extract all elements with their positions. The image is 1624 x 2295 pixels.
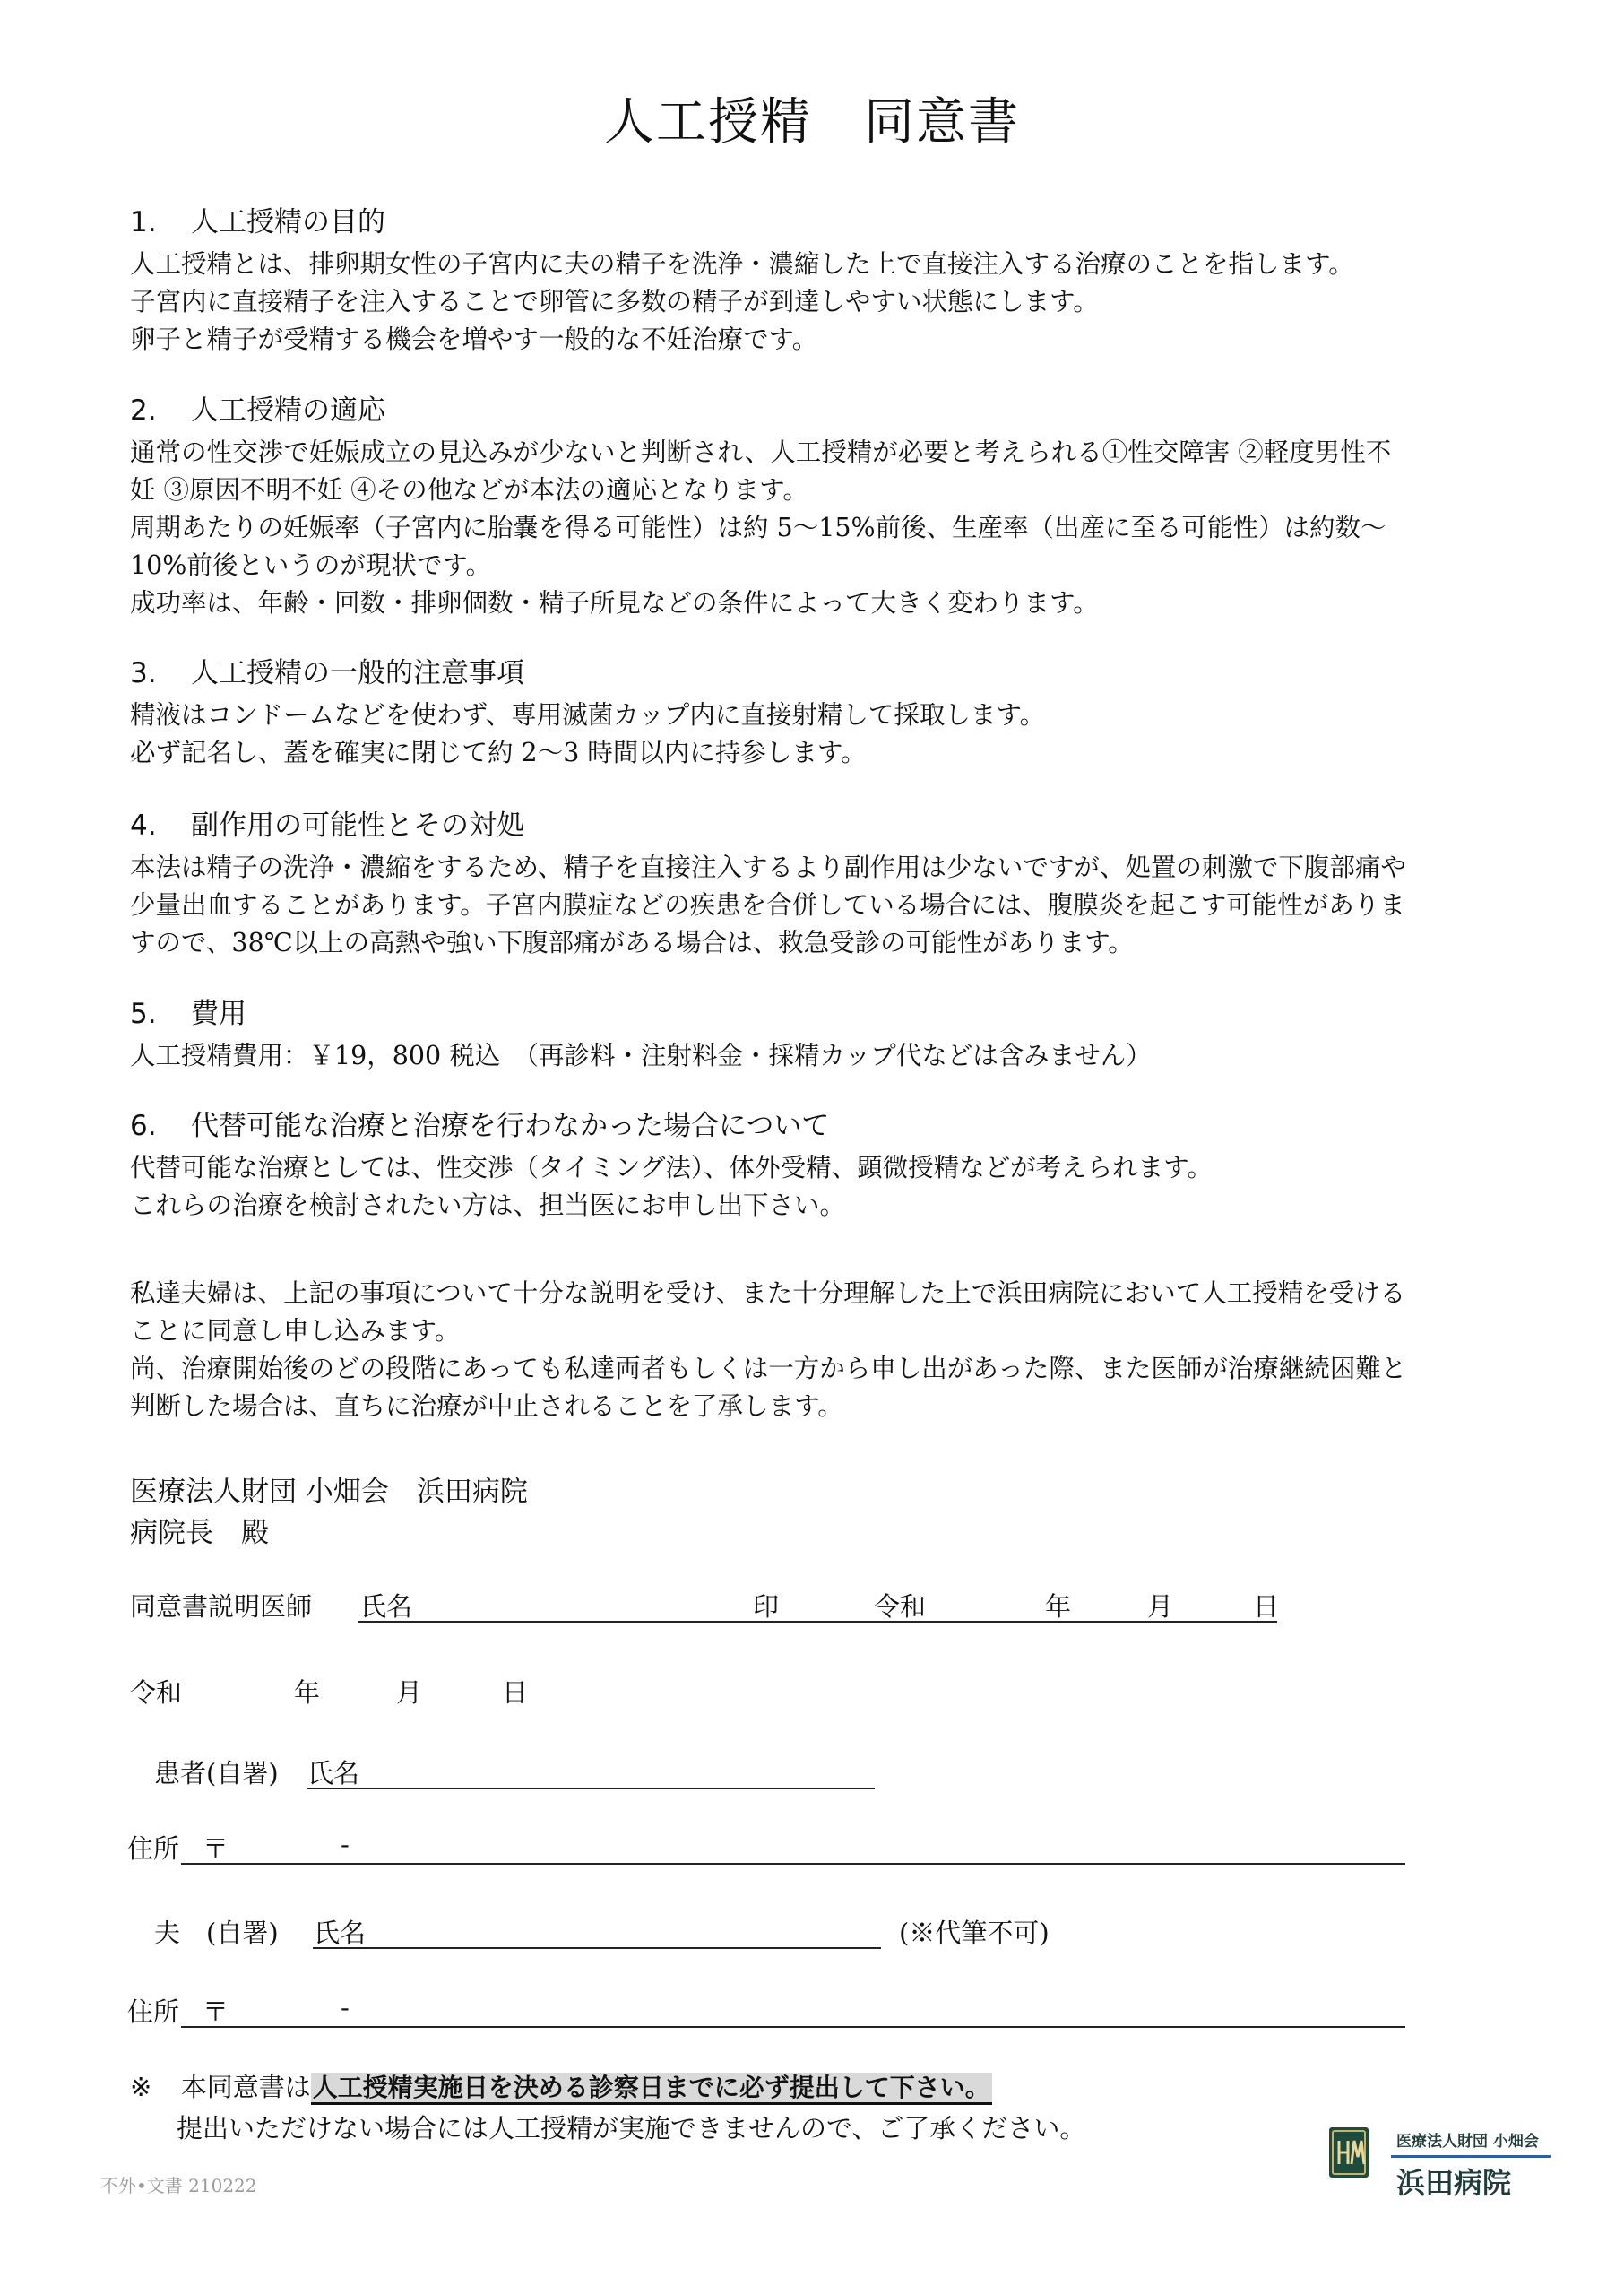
- husband-address-line[interactable]: [181, 2026, 1405, 2028]
- section-number: 2.: [130, 394, 157, 427]
- husband-address-label: 住所: [127, 1996, 180, 2027]
- section-heading: [130, 991, 246, 1031]
- section-title: 副作用の可能性とその対処: [191, 810, 524, 842]
- section-body-line: 子宮内に直接精子を注入することで卵管に多数の精子が到達しやすい状態にします。: [130, 287, 1099, 316]
- doctor-era: 令和: [874, 1591, 927, 1622]
- logo-divider: [1391, 2155, 1551, 2158]
- section-body-line: 精液はコンドームなどを使わず、専用滅菌カップ内に直接射精して採取します。: [130, 700, 1046, 730]
- doctor-name-label: 氏名: [360, 1591, 413, 1622]
- addressee-director: 病院長 殿: [130, 1517, 269, 1549]
- section-title: 代替可能な治療と治療を行わなかった場合について: [191, 1110, 830, 1142]
- section-body-line: 卵子と精子が受精する機会を増やす一般的な不妊治療です。: [130, 325, 818, 354]
- patient-name-label: 氏名: [307, 1758, 360, 1788]
- date-month: 月: [396, 1677, 423, 1708]
- section-title: 人工授精の目的: [191, 206, 385, 238]
- note-prefix: 本同意書は: [180, 2072, 311, 2102]
- section-number: 1.: [130, 206, 157, 238]
- patient-signature-line[interactable]: [307, 1788, 875, 1789]
- section-title: 費用: [191, 998, 246, 1030]
- no-proxy-note: (※代筆不可): [899, 1918, 1050, 1948]
- husband-postal-mark: 〒: [203, 1996, 229, 2027]
- doctor-month: 月: [1147, 1591, 1174, 1622]
- document-title: 人工授精 同意書: [604, 93, 1020, 152]
- doctor-signature-line[interactable]: [358, 1621, 1277, 1623]
- submission-note: [130, 2067, 992, 2104]
- section-body-line: 少量出血することがあります。子宮内膜症などの疾患を合併している場合には、腹膜炎を起こす可能性がありま: [130, 890, 1405, 920]
- seal-label: 印: [753, 1591, 780, 1622]
- section-heading: [130, 802, 524, 843]
- section-body-line: 人工授精費用：￥19，800 税込 （再診料・注射料金・採精カップ代などは含みません）: [130, 1041, 1152, 1070]
- section-body-line: 代替可能な治療としては、性交渉（タイミング法）、体外受精、顕微授精などが考えられます。: [130, 1153, 1213, 1182]
- section-number: 3.: [130, 657, 157, 689]
- section-heading: [130, 387, 385, 428]
- patient-address-line[interactable]: [181, 1863, 1405, 1865]
- section-heading: [130, 1103, 829, 1143]
- doctor-label: 同意書説明医師: [130, 1591, 313, 1622]
- section-number: 5.: [130, 998, 157, 1030]
- date-day: 日: [502, 1677, 529, 1708]
- doctor-day: 日: [1253, 1591, 1280, 1622]
- section-body-line: 周期あたりの妊娠率（子宮内に胎嚢を得る可能性）は約 5～15%前後、生産率（出産に至る可能性）は約数～: [130, 513, 1386, 542]
- logo-org-name: 医療法人財団 小畑会: [1396, 2133, 1539, 2151]
- section-body-line: 10%前後というのが現状です。: [130, 550, 492, 580]
- section-body-line: すので、38℃以上の高熱や強い下腹部痛がある場合は、救急受診の可能性があります。: [130, 928, 1134, 957]
- patient-postal-mark: 〒: [203, 1833, 229, 1864]
- patient-address-label: 住所: [127, 1833, 180, 1864]
- patient-postal-dash: -: [341, 1829, 350, 1859]
- document-code: 不外•文書 210222: [100, 2175, 257, 2196]
- section-number: 6.: [130, 1110, 157, 1142]
- logo-hospital-name: 浜田病院: [1396, 2166, 1512, 2200]
- husband-signature-line[interactable]: [313, 1947, 881, 1949]
- section-body-line: 成功率は、年齢・回数・排卵個数・精子所見などの条件によって大きく変わります。: [130, 588, 1099, 618]
- section-body-line: 人工授精とは、排卵期女性の子宮内に夫の精子を洗浄・濃縮した上で直接注入する治療のことを指します。: [130, 249, 1354, 279]
- date-era: 令和: [130, 1677, 183, 1708]
- date-year: 年: [294, 1677, 321, 1708]
- section-title: 人工授精の一般的注意事項: [191, 657, 524, 689]
- note-line2: 提出いただけない場合には人工授精が実施できませんので、ご了承ください。: [177, 2113, 1086, 2143]
- consent-line: 私達夫婦は、上記の事項について十分な説明を受け、また十分理解した上で浜田病院において人工授精を受ける: [130, 1278, 1406, 1308]
- note-mark: ※: [130, 2072, 152, 2102]
- section-title: 人工授精の適応: [191, 394, 385, 427]
- hospital-logo-icon: [1328, 2126, 1369, 2178]
- section-number: 4.: [130, 810, 157, 842]
- husband-label: 夫 (自署): [154, 1918, 279, 1948]
- husband-name-label: 氏名: [314, 1918, 367, 1948]
- section-body-line: これらの治療を検討されたい方は、担当医にお申し出下さい。: [130, 1191, 846, 1220]
- note-highlight: 人工授精実施日を決める診察日までに必ず提出して下さい。: [311, 2073, 992, 2105]
- consent-line: ことに同意し申し込みます。: [130, 1316, 461, 1346]
- section-body-line: 通常の性交渉で妊娠成立の見込みが少ないと判断され、人工授精が必要と考えられる①性交障害 ②軽度男性不: [130, 437, 1392, 467]
- section-body-line: 本法は精子の洗浄・濃縮をするため、精子を直接注入するより副作用は少ないですが、処置の刺激で下腹部痛や: [130, 853, 1406, 882]
- section-body-line: 必ず記名し、蓋を確実に閉じて約 2～3 時間以内に持参します。: [130, 738, 867, 767]
- section-heading: [130, 650, 524, 690]
- consent-line: 判断した場合は、直ちに治療が中止されることを了承します。: [130, 1391, 843, 1421]
- doctor-year: 年: [1045, 1591, 1072, 1622]
- consent-line: 尚、治療開始後のどの段階にあっても私達両者もしくは一方から申し出があった際、また医師が治療継続困難と: [130, 1354, 1407, 1383]
- addressee-org: 医療法人財団 小畑会 浜田病院: [130, 1476, 528, 1508]
- husband-postal-dash: -: [341, 1992, 350, 2022]
- patient-label: 患者(自署): [154, 1758, 279, 1788]
- section-body-line: 妊 ③原因不明不妊 ④その他などが本法の適応となります。: [130, 475, 808, 505]
- section-heading: [130, 199, 385, 239]
